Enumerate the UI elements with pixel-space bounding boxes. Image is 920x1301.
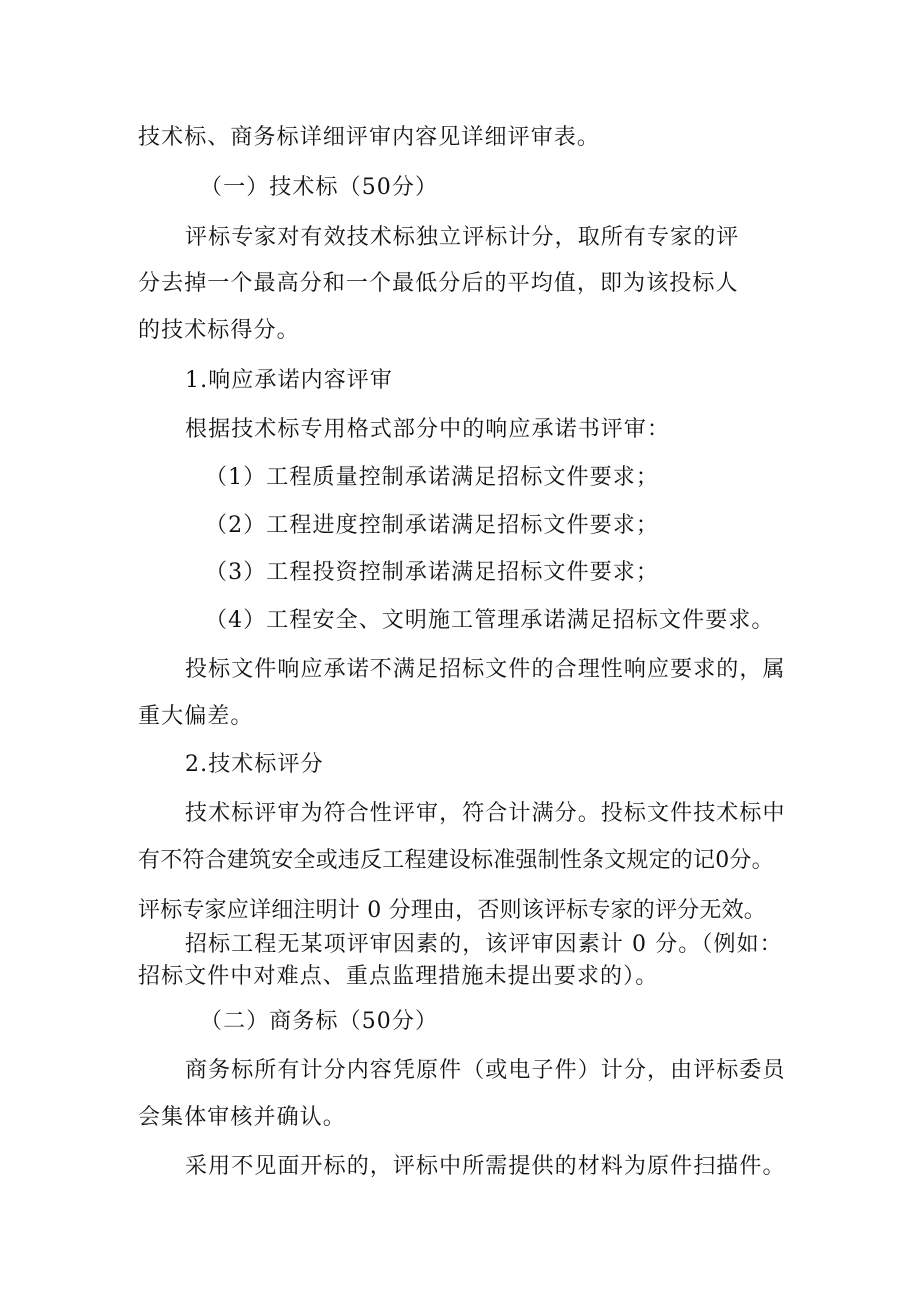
paragraph-line: 评标专家应详细注明计 0 分理由，否则该评标专家的评分无效。 — [138, 898, 766, 923]
paragraph-line: 采用不见面开标的，评标中所需提供的材料为原件扫描件。 — [185, 1154, 786, 1179]
paragraph-line: 分去掉一个最高分和一个最低分后的平均值，即为该投标人 — [138, 271, 739, 296]
paragraph-line: 招标工程无某项评审因素的，该评审因素计 0 分。（例如： — [185, 932, 783, 957]
list-item: （1）工程质量控制承诺满足招标文件要求； — [205, 465, 659, 490]
paragraph-line: 根据技术标专用格式部分中的响应承诺书评审： — [185, 417, 671, 442]
paragraph-line: 技术标、商务标详细评审内容见详细评审表。 — [138, 125, 601, 150]
list-item: （2）工程进度控制承诺满足招标文件要求； — [205, 513, 659, 538]
paragraph-line: 技术标评审为符合性评审，符合计满分。投标文件技术标中 — [185, 801, 786, 826]
section-heading-technical: （一）技术标（50分） — [200, 175, 439, 200]
list-item: （3）工程投资控制承诺满足招标文件要求； — [205, 560, 659, 585]
paragraph-line: 重大偏差。 — [138, 704, 254, 729]
paragraph-line: 的技术标得分。 — [138, 318, 300, 343]
subsection-heading-response: 1.响应承诺内容评审 — [185, 368, 393, 393]
paragraph-line: 商务标所有计分内容凭原件（或电子件）计分，由评标委员 — [185, 1058, 786, 1083]
section-heading-business: （二）商务标（50分） — [200, 1009, 439, 1034]
paragraph-line: 投标文件响应承诺不满足招标文件的合理性响应要求的，属 — [185, 657, 786, 682]
paragraph-line: 有不符合建筑安全或违反工程建设标准强制性条文规定的记0分。 — [138, 848, 774, 873]
paragraph-line: 评标专家对有效技术标独立评标计分，取所有专家的评 — [185, 225, 740, 250]
subsection-heading-scoring: 2.技术标评分 — [185, 752, 324, 777]
paragraph-line: 会集体审核并确认。 — [138, 1105, 346, 1130]
list-item: （4）工程安全、文明施工管理承诺满足招标文件要求。 — [205, 608, 775, 633]
paragraph-line: 招标文件中对难点、重点监理措施未提出要求的）。 — [138, 964, 659, 989]
